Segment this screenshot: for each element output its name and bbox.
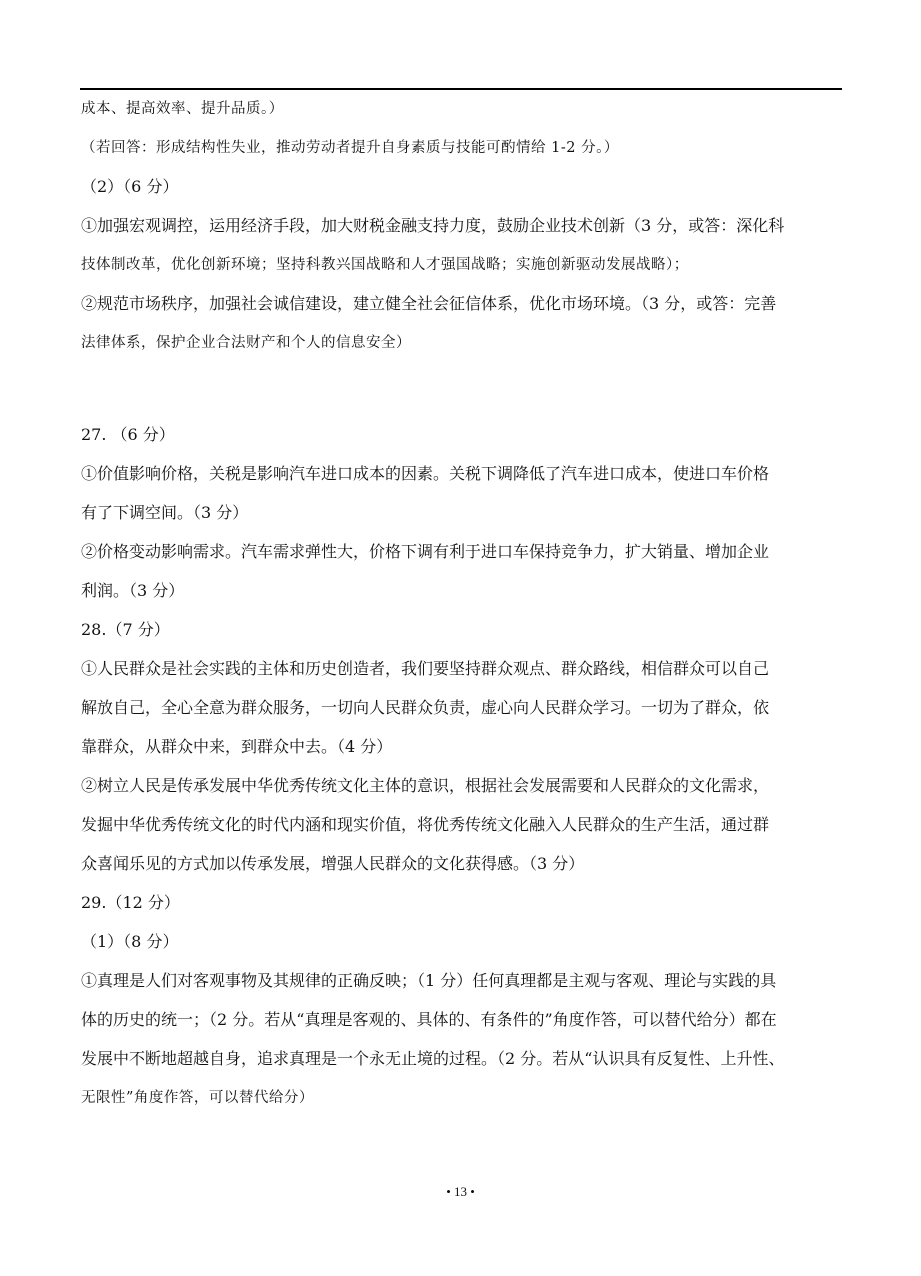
question-heading: 27. （6 分）: [81, 425, 175, 444]
question-heading: 29.（12 分）: [81, 893, 180, 912]
subquestion-heading: （1）（8 分）: [81, 932, 179, 951]
answer-line: 利润。（3 分）: [81, 581, 185, 600]
question-heading: 28.（7 分）: [81, 620, 170, 639]
answer-line: 解放自己，全心全意为群众服务，一切向人民群众负责，虚心向人民群众学习。一切为了群众，依: [81, 698, 770, 717]
answer-line: （若回答：形成结构性失业，推动劳动者提升自身素质与技能可酌情给 1-2 分。）: [81, 140, 619, 156]
answer-line: 有了下调空间。（3 分）: [81, 503, 249, 522]
answer-line: 无限性”角度作答，可以替代给分）: [81, 1090, 314, 1106]
header-rule: [80, 88, 842, 90]
page-number: • 13 •: [446, 1184, 475, 1199]
answer-line: 发掘中华优秀传统文化的时代内涵和现实价值，将优秀传统文化融入人民群众的生产生活，通过群: [81, 815, 770, 834]
answer-line: 技体制改革，优化创新环境；坚持科教兴国战略和人才强国战略；实施创新驱动发展战略）；: [81, 257, 689, 273]
answer-line: 法律体系，保护企业合法财产和个人的信息安全）: [81, 335, 411, 351]
subquestion-heading: （2）（6 分）: [81, 177, 179, 196]
answer-line: 靠群众，从群众中来，到群众中去。（4 分）: [81, 737, 393, 756]
answer-line: ②价格变动影响需求。汽车需求弹性大，价格下调有利于进口车保持竞争力，扩大销量、增加企业: [81, 542, 770, 561]
answer-line: 众喜闻乐见的方式加以传承发展，增强人民群众的文化获得感。（3 分）: [81, 854, 585, 873]
answer-line: ①人民群众是社会实践的主体和历史创造者，我们要坚持群众观点、群众路线，相信群众可以自己: [81, 659, 770, 678]
answer-line: ②规范市场秩序，加强社会诚信建设，建立健全社会征信体系，优化市场环境。（3 分，或答：完善: [81, 294, 777, 313]
answer-line: 发展中不断地超越自身，追求真理是一个永无止境的过程。（2 分。若从“认识具有反复性、上升性、: [81, 1049, 785, 1068]
answer-line: ①真理是人们对客观事物及其规律的正确反映；（1 分）任何真理都是主观与客观、理论与实践的具: [81, 971, 777, 990]
answer-line: ①加强宏观调控，运用经济手段，加大财税金融支持力度，鼓励企业技术创新（3 分，或答：深化科: [81, 216, 785, 235]
answer-line: 成本、提高效率、提升品质。）: [81, 101, 284, 117]
answer-line: ①价值影响价格，关税是影响汽车进口成本的因素。关税下调降低了汽车进口成本，使进口车价格: [81, 464, 770, 483]
answer-line: ②树立人民是传承发展中华优秀传统文化主体的意识，根据社会发展需要和人民群众的文化需求，: [81, 776, 770, 795]
answer-line: 体的历史的统一；（2 分。若从“真理是客观的、具体的、有条件的”角度作答，可以替代给分）都在: [81, 1010, 777, 1029]
